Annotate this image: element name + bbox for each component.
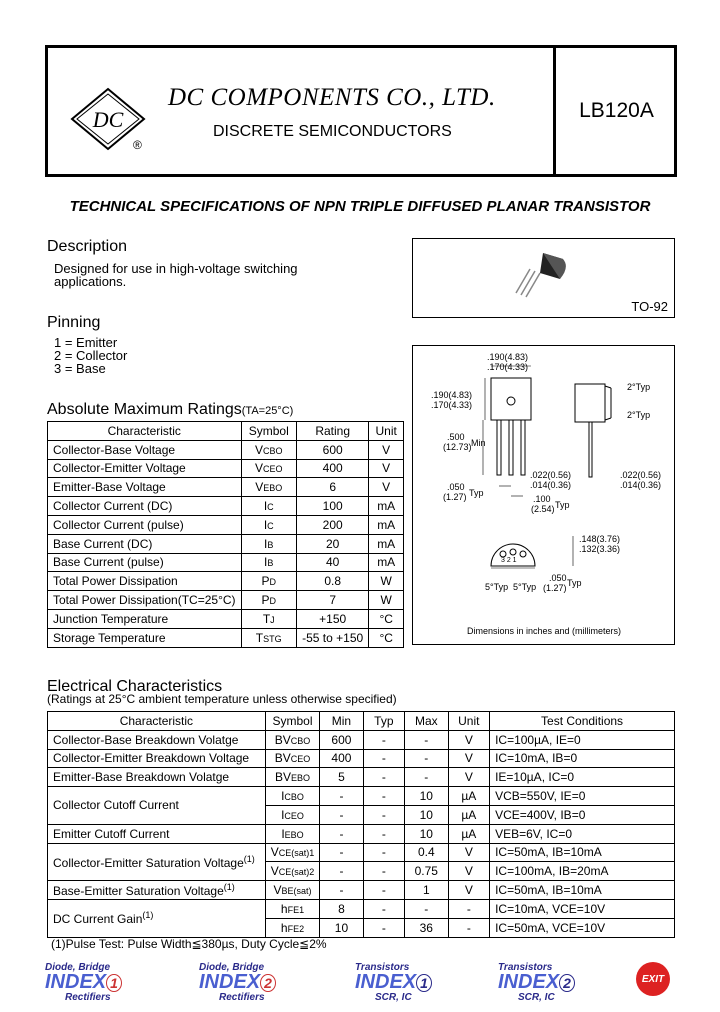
symbol-sub: EBO [291,773,311,784]
footer-logo-transistor-index-1[interactable] [355,962,455,1004]
logo4-num: 2 [559,974,575,992]
abs-rating: 100 [296,497,368,516]
logo2-main: INDEX [199,971,261,993]
abs-max-table [47,421,404,648]
dim-2: .170(4.33) [487,362,529,372]
abs-characteristic: Emitter-Base Voltage [48,478,242,497]
abs-characteristic: Collector-Base Voltage [48,440,242,459]
abs-characteristic: Total Power Dissipation(TC=25°C) [48,591,242,610]
symbol-main: h [280,920,288,935]
footnote-ref: (1) [243,853,255,864]
symbol-sub: J [270,614,275,625]
elec-typ: - [363,881,404,900]
abs-unit: V [369,440,404,459]
symbol-main: h [280,901,288,916]
elec-unit: - [448,899,490,918]
elec-unit: - [448,918,490,937]
abs-row [48,478,404,497]
abs-col-header: Characteristic [48,422,242,441]
symbol-main: V [270,845,279,860]
abs-row [48,497,404,516]
elec-unit: µA [448,805,490,824]
symbol-main: I [281,789,285,804]
abs-row [48,609,404,628]
elec-max: - [405,730,449,749]
symbol-main: BV [274,751,291,766]
abs-characteristic: Base Current (DC) [48,534,242,553]
abs-rating: 400 [296,459,368,478]
elec-min: 8 [320,899,363,918]
abs-unit: mA [369,553,404,572]
elec-unit: V [448,768,490,787]
symbol-sub: CEO [262,464,283,475]
pin-1: 1 = Emitter [54,335,118,350]
symbol-sub: CE(sat)2 [278,867,315,878]
footnote-ref: (1) [142,910,154,921]
dim-12b: Typ [469,488,484,498]
abs-unit: mA [369,515,404,534]
logo-text: DC [92,107,124,132]
logo2-top: Diode, Bridge [199,962,265,973]
dim-18: .132(3.36) [579,544,621,554]
logo3-top: Transistors [355,962,410,973]
abs-symbol [241,478,296,497]
elec-max: 36 [405,918,449,937]
abs-max-heading-wrap [47,401,293,419]
footer-logo-diode-index-1[interactable] [45,962,145,1004]
elec-test-conditions: IC=50mA, IB=10mA [490,881,675,900]
logo3-main: INDEX [355,971,417,993]
bottom-pin-labels: 3 2 1 [501,557,517,564]
footer-logo-diode-index-2[interactable] [199,962,299,1004]
elec-max: 10 [405,805,449,824]
symbol-sub: EBO [263,483,283,494]
abs-row [48,459,404,478]
logo4-top: Transistors [498,962,553,973]
to92-package-icon [508,249,578,299]
elec-unit: µA [448,824,490,843]
symbol-sub: FE1 [287,904,305,915]
elec-col-header: Characteristic [48,712,266,731]
dim-14b: Typ [555,500,570,510]
symbol-main: I [264,555,268,570]
symbol-main: T [262,611,271,626]
electrical-subheading: (Ratings at 25°C ambient temperature unless otherwise specified) [47,692,397,706]
dim-12: (1.27) [443,492,467,502]
description-heading: Description [47,238,128,255]
pinning-heading: Pinning [47,314,101,331]
company-subtitle: DISCRETE SEMICONDUCTORS [213,123,452,140]
abs-header-row [48,422,404,441]
logo3-bottom: SCR, IC [375,992,412,1003]
logo2-bottom: Rectifiers [219,992,265,1003]
abs-row [48,440,404,459]
elec-unit: µA [448,787,490,806]
elec-min: - [320,862,363,881]
symbol-main: P [261,593,270,608]
footer-logo-transistor-index-2[interactable] [498,962,598,1004]
elec-col-header: Min [320,712,363,731]
symbol-main: I [281,807,285,822]
elec-characteristic [48,881,266,900]
symbol-sub: B [267,539,274,550]
elec-unit: V [448,881,490,900]
abs-symbol [241,609,296,628]
elec-min: - [320,805,363,824]
elec-characteristic-text: Collector Cutoff Current [53,798,179,813]
elec-row [48,881,675,900]
abs-unit: mA [369,497,404,516]
abs-rating: 7 [296,591,368,610]
abs-max-heading: Absolute Maximum Ratings [47,401,242,418]
logo4-bottom: SCR, IC [518,992,555,1003]
elec-typ: - [363,805,404,824]
electrical-table [47,711,675,938]
elec-test-conditions: VEB=6V, IC=0 [490,824,675,843]
abs-unit: mA [369,534,404,553]
dim-8: .014(0.36) [530,480,572,490]
abs-symbol [241,497,296,516]
elec-symbol [265,862,320,881]
elec-test-conditions: IC=50mA, IB=10mA [490,843,675,862]
abs-characteristic: Base Current (pulse) [48,553,242,572]
symbol-main: I [281,826,285,841]
dimensions-caption: Dimensions in inches and (millimeters) [467,626,622,636]
symbol-main: T [255,630,264,645]
dim-20b: Typ [567,578,582,588]
dim-5: .500 [447,432,465,442]
elec-characteristic [48,768,266,787]
abs-unit: °C [369,609,404,628]
elec-min: 10 [320,918,363,937]
symbol-sub: D [269,596,276,607]
abs-unit: °C [369,628,404,647]
elec-test-conditions: IC=100mA, IB=20mA [490,862,675,881]
dim-6: (12.73) [443,442,472,452]
logo1-bottom: Rectifiers [65,992,111,1003]
abs-characteristic: Storage Temperature [48,628,242,647]
electrical-heading: Electrical Characteristics [47,678,223,695]
elec-row [48,730,675,749]
elec-row [48,899,675,918]
elec-symbol [265,768,320,787]
symbol-main: P [261,574,270,589]
abs-characteristic: Collector-Emitter Voltage [48,459,242,478]
symbol-sub: C [267,502,274,513]
description-line-1: Designed for use in high-voltage switching [54,261,298,276]
symbol-sub: D [269,577,276,588]
elec-typ: - [363,843,404,862]
abs-unit: W [369,591,404,610]
elec-characteristic-text: Collector-Base Breakdown Volatge [53,732,239,747]
elec-unit: V [448,749,490,768]
symbol-sub: C [267,520,274,531]
elec-symbol [265,843,320,862]
dim-10: .014(0.36) [620,480,662,490]
abs-unit: V [369,459,404,478]
logo1-num: 1 [106,974,122,992]
abs-col-header: Symbol [241,422,296,441]
logo3-num: 1 [416,974,432,992]
dim-3: .190(4.83) [431,390,473,400]
elec-symbol [265,899,320,918]
elec-min: 600 [320,730,363,749]
dim-15: 2°Typ [627,382,651,392]
abs-max-condition: (TA=25°C) [241,405,294,417]
dim-17: .148(3.76) [579,534,621,544]
abs-row [48,591,404,610]
elec-unit: V [448,730,490,749]
abs-symbol [241,459,296,478]
elec-characteristic-text: Emitter-Base Breakdown Volatge [53,770,230,785]
abs-col-header: Unit [369,422,404,441]
abs-symbol [241,591,296,610]
dim-16: 2°Typ [627,410,651,420]
elec-characteristic [48,824,266,843]
elec-row [48,824,675,843]
abs-row [48,515,404,534]
elec-characteristic [48,787,266,825]
logo1-main: INDEX [45,971,107,993]
symbol-main: I [263,517,268,532]
symbol-main: I [263,499,268,514]
elec-max: 10 [405,787,449,806]
elec-symbol [265,824,320,843]
footnote-ref: (1) [223,882,235,893]
dim-1: .190(4.83) [487,352,529,362]
elec-min: 400 [320,749,363,768]
elec-symbol [265,787,320,806]
elec-col-header: Max [405,712,449,731]
elec-typ: - [363,918,404,937]
elec-typ: - [363,749,404,768]
elec-max: 10 [405,824,449,843]
symbol-sub: STG [263,633,282,644]
elec-max: 1 [405,881,449,900]
abs-symbol [241,628,296,647]
elec-row [48,749,675,768]
abs-row [48,572,404,591]
dimension-drawing-box [412,345,675,645]
abs-rating: +150 [296,609,368,628]
symbol-sub: CEO [290,754,311,765]
abs-rating: 20 [296,534,368,553]
abs-symbol [241,572,296,591]
elec-row [48,843,675,862]
dim-20: (1.27) [543,583,567,593]
abs-row [48,553,404,572]
abs-rating: 600 [296,440,368,459]
elec-test-conditions: IC=10mA, VCE=10V [490,899,675,918]
symbol-main: V [270,864,279,879]
symbol-sub: B [267,558,274,569]
package-image-box [412,238,675,318]
elec-characteristic-text: DC Current Gain [53,912,143,927]
document-title: TECHNICAL SPECIFICATIONS OF NPN TRIPLE DIFFUSED PLANAR TRANSISTOR [69,198,651,215]
elec-test-conditions: IE=10µA, IC=0 [490,768,675,787]
dim-19: .050 [549,573,567,583]
elec-test-conditions: IC=50mA, VCE=10V [490,918,675,937]
elec-col-header: Unit [448,712,490,731]
dim-21: 5°Typ [485,582,509,592]
part-number: LB120A [579,99,654,122]
abs-characteristic: Total Power Dissipation [48,572,242,591]
symbol-main: BV [274,732,291,747]
elec-max: - [405,899,449,918]
dim-4: .170(4.33) [431,400,473,410]
elec-col-header: Symbol [265,712,320,731]
abs-symbol [241,515,296,534]
elec-typ: - [363,899,404,918]
logo2-num: 2 [260,974,276,992]
elec-row [48,768,675,787]
exit-button[interactable]: EXIT [636,962,670,996]
abs-col-header: Rating [296,422,368,441]
elec-characteristic-text: Collector-Emitter Saturation Voltage [53,855,244,870]
elec-min: - [320,824,363,843]
abs-symbol [241,534,296,553]
elec-symbol [265,918,320,937]
elec-test-conditions: VCB=550V, IE=0 [490,787,675,806]
dim-13: .100 [533,494,551,504]
symbol-main: V [254,461,263,476]
symbol-sub: CBO [290,735,311,746]
elec-characteristic-text: Base-Emitter Saturation Voltage [53,884,224,899]
dim-22: 5°Typ [513,582,537,592]
elec-symbol [265,730,320,749]
symbol-main: V [255,480,264,495]
elec-typ: - [363,824,404,843]
symbol-sub: BE(sat) [281,886,312,897]
elec-symbol [265,881,320,900]
registered-mark: ® [133,138,142,152]
header-box [45,45,677,177]
elec-characteristic [48,749,266,768]
elec-typ: - [363,787,404,806]
company-name: DC COMPONENTS CO., LTD. [168,84,496,111]
elec-test-conditions: IC=100µA, IE=0 [490,730,675,749]
elec-unit: V [448,862,490,881]
dim-9: .022(0.56) [620,470,662,480]
abs-unit: V [369,478,404,497]
abs-symbol [241,440,296,459]
elec-typ: - [363,862,404,881]
elec-symbol [265,749,320,768]
abs-rating: 40 [296,553,368,572]
elec-max: 0.75 [405,862,449,881]
symbol-main: I [264,536,268,551]
elec-characteristic [48,730,266,749]
elec-min: 5 [320,768,363,787]
elec-characteristic [48,843,266,881]
abs-symbol [241,553,296,572]
elec-header-row [48,712,675,731]
elec-typ: - [363,768,404,787]
elec-typ: - [363,730,404,749]
elec-characteristic [48,899,266,937]
elec-max: - [405,749,449,768]
elec-symbol [265,805,320,824]
abs-rating: 0.8 [296,572,368,591]
elec-col-header: Test Conditions [490,712,675,731]
symbol-sub: FE2 [287,923,305,934]
abs-row [48,628,404,647]
abs-rating: -55 to +150 [296,628,368,647]
elec-max: - [405,768,449,787]
symbol-sub: CEO [284,810,304,821]
package-label: TO-92 [631,299,668,314]
dim-11: .050 [447,482,465,492]
logo4-main: INDEX [498,971,560,993]
symbol-main: V [254,442,263,457]
dim-7: .022(0.56) [530,470,572,480]
elec-test-conditions: IC=10mA, IB=0 [490,749,675,768]
symbol-main: V [273,883,282,898]
pin-3: 3 = Base [54,361,106,376]
symbol-sub: CBO [262,445,283,456]
abs-rating: 200 [296,515,368,534]
elec-min: - [320,843,363,862]
abs-characteristic: Collector Current (DC) [48,497,242,516]
symbol-sub: EBO [284,829,304,840]
abs-unit: W [369,572,404,591]
abs-rating: 6 [296,478,368,497]
symbol-main: BV [274,770,291,785]
footnote: (1)Pulse Test: Pulse Width≦380µs, Duty Cycle≦2% [51,937,327,951]
elec-unit: V [448,843,490,862]
elec-row [48,787,675,806]
elec-col-header: Typ [363,712,404,731]
elec-characteristic-text: Emitter Cutoff Current [53,826,170,841]
elec-min: - [320,881,363,900]
description-line-2: applications. [54,274,127,289]
pin-2: 2 = Collector [54,348,128,363]
elec-test-conditions: VCE=400V, IB=0 [490,805,675,824]
symbol-sub: CE(sat)1 [278,848,315,859]
elec-min: - [320,787,363,806]
dim-6b: Min [471,438,486,448]
logo1-top: Diode, Bridge [45,962,111,973]
abs-characteristic: Junction Temperature [48,609,242,628]
elec-characteristic-text: Collector-Emitter Breakdown Voltage [53,751,250,766]
dim-14: (2.54) [531,504,555,514]
abs-row [48,534,404,553]
symbol-sub: CBO [284,792,304,803]
elec-max: 0.4 [405,843,449,862]
abs-characteristic: Collector Current (pulse) [48,515,242,534]
